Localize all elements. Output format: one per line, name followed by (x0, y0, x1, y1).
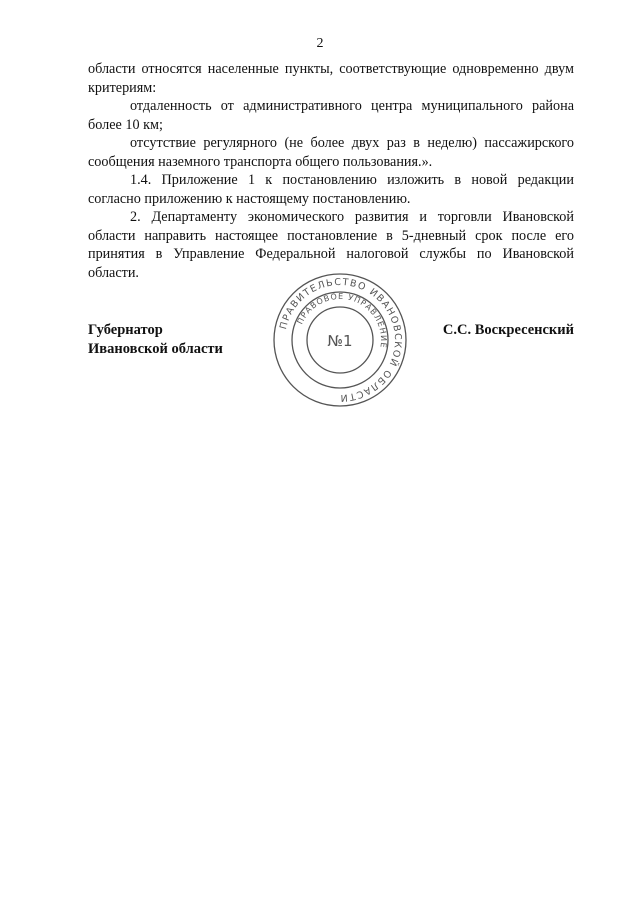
seal-inner-text: ПРАВОВОЕ УПРАВЛЕНИЕ (295, 291, 389, 349)
paragraph-item-1-4: 1.4. Приложение 1 к постановлению изложить в новой редакции согласно приложению к настоящему постановлению. (88, 172, 574, 207)
page-number: 2 (316, 36, 324, 51)
signatory-title-line2: Ивановской области (88, 340, 223, 357)
seal-center-number: №1 (327, 332, 353, 350)
seal-outer-text: ПРАВИТЕЛЬСТВО ИВАНОВСКОЙ ОБЛАСТИ (278, 276, 404, 404)
signatory-title (88, 321, 223, 358)
paragraph-criterion-distance: отдаленность от административного центра муниципального района более 10 км; (88, 98, 574, 133)
signatory-name: С.С. Воскресенский (442, 322, 574, 338)
document-body (88, 60, 574, 282)
official-seal-stamp (270, 270, 410, 410)
paragraph-criterion-transport: отсутствие регулярного (не более двух раз в неделю) пассажирского сообщения наземного транспорта общего пользования.». (88, 135, 574, 170)
paragraph-criteria-intro: области относятся населенные пункты, соответствующие одновременно двум критериям: (88, 61, 574, 96)
paragraph-item-2: 2. Департаменту экономического развития и торговли Ивановской области направить настоящее постановление в 5-дневный срок после его принятия в Управление Федеральной налоговой службы по Ивановской области. (88, 209, 574, 281)
signatory-title-line1: Губернатор (88, 322, 163, 338)
